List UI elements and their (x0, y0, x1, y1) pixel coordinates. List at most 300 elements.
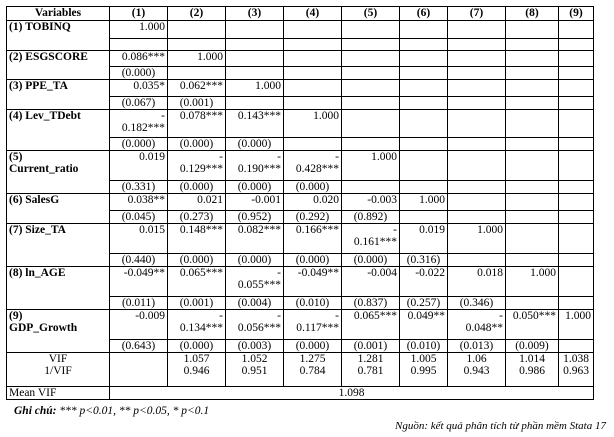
coef-cell (342, 224, 400, 254)
coef-value: - 0.161*** (353, 224, 397, 248)
coef-value: 0.035* (133, 80, 165, 92)
coef-cell (284, 151, 342, 181)
coef-value: 0.020 (313, 194, 339, 206)
pvalue-cell (226, 138, 284, 151)
coef-cell (448, 267, 506, 297)
coef-cell (226, 51, 284, 67)
pvalue-value: (0.643) (121, 340, 156, 352)
pvalue-value: (0.003) (237, 340, 272, 352)
pvalue-cell (400, 97, 448, 110)
coef-cell (226, 110, 284, 138)
vif-cell (342, 353, 400, 387)
pvalue-value: (0.009) (515, 340, 549, 352)
coef-cell (559, 51, 594, 67)
coef-cell (506, 21, 559, 39)
coef-cell (168, 194, 226, 211)
header-col: (4) (284, 7, 342, 21)
vif-value: 1.275 0.784 (299, 353, 326, 377)
vif-value: 1.281 0.781 (357, 353, 384, 377)
pvalue-cell (559, 297, 594, 310)
coef-cell (110, 310, 168, 340)
coef-row (7, 224, 594, 254)
row-label-text: (8) ln_AGE (9, 267, 66, 279)
row-label (7, 80, 110, 110)
coef-cell (110, 80, 168, 97)
coef-value: -0.001 (251, 194, 281, 206)
pvalue-cell (226, 211, 284, 224)
coef-cell (559, 267, 594, 297)
coef-value: 0.086*** (121, 51, 165, 63)
pvalue-value: (0.000) (295, 254, 330, 266)
pvalue-cell (168, 211, 226, 224)
note-prefix: Ghi chú: (14, 405, 57, 417)
pvalue-cell (400, 39, 448, 51)
pvalue-cell (110, 181, 168, 194)
pvalue-value: (0.257) (406, 297, 441, 309)
coef-cell (168, 51, 226, 67)
coef-cell (284, 110, 342, 138)
coef-cell (342, 21, 400, 39)
pvalue-cell (110, 138, 168, 151)
pvalue-cell (342, 97, 400, 110)
coef-cell (559, 80, 594, 97)
coef-row (7, 194, 594, 211)
pvalue-cell (559, 340, 594, 353)
coef-cell (342, 267, 400, 297)
row-label-text: (7) Size_TA (9, 224, 66, 236)
coef-value: 1.000 (313, 110, 339, 122)
header-col: (9) (559, 7, 594, 21)
coef-cell (226, 80, 284, 97)
coef-cell (284, 310, 342, 340)
coef-value: 0.015 (139, 224, 165, 236)
pvalue-value: (0.001) (179, 97, 214, 109)
pvalue-cell (448, 254, 506, 267)
pvalue-value: (0.000) (121, 138, 156, 150)
pvalue-cell (226, 254, 284, 267)
pvalue-value: (0.001) (353, 340, 388, 352)
coef-cell (400, 224, 448, 254)
coef-value: 0.082*** (237, 224, 281, 236)
pvalue-value: (0.000) (237, 138, 272, 150)
pvalue-cell (506, 97, 559, 110)
coef-value: 1.000 (477, 224, 503, 236)
coef-cell (506, 110, 559, 138)
pvalue-cell (226, 97, 284, 110)
pvalue-cell (342, 297, 400, 310)
coef-cell (284, 80, 342, 97)
pvalue-cell (448, 340, 506, 353)
vif-cell (110, 353, 168, 387)
coef-cell (110, 21, 168, 39)
significance-note (14, 405, 209, 417)
coef-value: -0.003 (367, 194, 397, 206)
pvalue-cell (226, 297, 284, 310)
pvalue-cell (110, 297, 168, 310)
coef-cell (110, 224, 168, 254)
pvalue-value: (0.331) (121, 181, 156, 193)
pvalue-cell (226, 39, 284, 51)
pvalue-value: (0.316) (406, 254, 441, 266)
pvalue-cell (168, 181, 226, 194)
header-col: (1) (110, 7, 168, 21)
row-label-text: (1) TOBINQ (9, 21, 71, 33)
pvalue-cell (400, 297, 448, 310)
pvalue-value: (0.837) (353, 297, 388, 309)
pvalue-value: (0.000) (179, 138, 214, 150)
coef-cell (110, 110, 168, 138)
coef-value: 0.019 (139, 151, 165, 163)
pvalue-value: (0.346) (459, 297, 494, 309)
coef-cell (284, 21, 342, 39)
header-col: (5) (342, 7, 400, 21)
pvalue-cell (168, 297, 226, 310)
vif-cell (400, 353, 448, 387)
coef-cell (506, 194, 559, 211)
pvalue-cell (226, 181, 284, 194)
coef-cell (400, 110, 448, 138)
coef-cell (226, 151, 284, 181)
coef-cell (168, 110, 226, 138)
coef-value: - 0.056*** (237, 310, 281, 334)
coef-cell (448, 310, 506, 340)
pvalue-cell (168, 138, 226, 151)
header-col: (6) (400, 7, 448, 21)
row-label (7, 110, 110, 151)
pvalue-value: (0.000) (295, 340, 330, 352)
pvalue-cell (400, 254, 448, 267)
coef-value: 0.166*** (295, 224, 339, 236)
note-text: *** p<0.01, ** p<0.05, * p<0.1 (56, 405, 210, 417)
pvalue-cell (284, 39, 342, 51)
pvalue-cell (559, 138, 594, 151)
coef-value: 0.038** (127, 194, 165, 206)
pvalue-cell (506, 254, 559, 267)
coef-value: 0.078*** (179, 110, 223, 122)
pvalue-cell (284, 297, 342, 310)
pvalue-cell (400, 340, 448, 353)
coef-row (7, 51, 594, 67)
coef-cell (110, 194, 168, 211)
coef-cell (168, 21, 226, 39)
correlation-table (6, 6, 594, 400)
coef-value: -0.049** (123, 267, 165, 279)
coef-cell (284, 51, 342, 67)
pvalue-cell (168, 39, 226, 51)
pvalue-value: (0.292) (295, 211, 330, 223)
coef-cell (226, 194, 284, 211)
pvalue-value: (0.000) (179, 181, 214, 193)
coef-value: 0.018 (477, 267, 503, 279)
coef-value: - 0.182*** (121, 110, 165, 134)
row-label-text: (3) PPE_TA (9, 80, 68, 92)
pvalue-cell (226, 67, 284, 80)
pvalue-value: (0.273) (179, 211, 214, 223)
row-label (7, 267, 110, 310)
coef-cell (168, 80, 226, 97)
pvalue-cell (559, 67, 594, 80)
pvalue-value: (0.004) (237, 297, 272, 309)
pvalue-cell (448, 297, 506, 310)
pvalue-cell (110, 254, 168, 267)
coef-cell (448, 224, 506, 254)
coef-cell (506, 51, 559, 67)
vif-cell (448, 353, 506, 387)
coef-cell (448, 21, 506, 39)
pvalue-value: (0.000) (237, 254, 272, 266)
pvalue-value: (0.000) (121, 67, 156, 79)
vif-value: 1.06 0.943 (463, 353, 490, 377)
row-label-text: (9) GDP_Growth (9, 310, 78, 334)
vif-value: 1.014 0.986 (519, 353, 545, 377)
coef-row (7, 80, 594, 97)
pvalue-value: (0.001) (179, 297, 214, 309)
coef-value: - 0.117*** (296, 310, 339, 334)
coef-value: 1.000 (530, 267, 556, 279)
pvalue-cell (110, 340, 168, 353)
pvalue-cell (448, 181, 506, 194)
pvalue-cell (506, 67, 559, 80)
pvalue-cell (342, 254, 400, 267)
pvalue-cell (342, 181, 400, 194)
vif-cell (506, 353, 559, 387)
coef-cell (448, 110, 506, 138)
pvalue-cell (342, 67, 400, 80)
pvalue-value: (0.952) (237, 211, 272, 223)
coef-value: - 0.055*** (237, 267, 281, 291)
coef-cell (168, 267, 226, 297)
coef-cell (110, 151, 168, 181)
vif-label-text: VIF 1/VIF (44, 353, 72, 377)
coef-cell (559, 21, 594, 39)
coef-cell (448, 51, 506, 67)
coef-value: 1.000 (565, 310, 591, 322)
pvalue-value: (0.010) (295, 297, 330, 309)
pvalue-value: (0.045) (121, 211, 156, 223)
coef-value: - 0.190*** (237, 151, 281, 175)
coef-value: 0.019 (419, 224, 445, 236)
source-note: Nguồn: kết quả phân tích từ phần mềm Stata 17 (394, 420, 606, 432)
vif-cell (559, 353, 594, 387)
vif-value: 1.052 0.951 (241, 353, 268, 377)
coef-cell (400, 80, 448, 97)
row-label (7, 51, 110, 80)
coef-cell (400, 51, 448, 67)
coef-value: -0.049** (297, 267, 339, 279)
coef-value: 1.000 (419, 194, 445, 206)
pvalue-cell (448, 211, 506, 224)
coef-value: 1.000 (371, 151, 397, 163)
mean-vif-label: Mean VIF (7, 387, 110, 400)
coef-value: 0.143*** (237, 110, 281, 122)
pvalue-cell (559, 254, 594, 267)
coef-cell (448, 151, 506, 181)
row-label (7, 194, 110, 224)
pvalue-cell (226, 340, 284, 353)
coef-cell (400, 21, 448, 39)
pvalue-value: (0.892) (353, 211, 388, 223)
coef-cell (559, 194, 594, 211)
pvalue-cell (506, 39, 559, 51)
coef-cell (342, 110, 400, 138)
header-col: (3) (226, 7, 284, 21)
coef-cell (168, 310, 226, 340)
coef-value: 0.148*** (179, 224, 223, 236)
coef-value: - 0.134*** (179, 310, 223, 334)
header-row (7, 7, 594, 21)
coef-cell (168, 151, 226, 181)
pvalue-cell (110, 39, 168, 51)
pvalue-value: (0.010) (406, 340, 441, 352)
row-label (7, 310, 110, 353)
pvalue-cell (506, 138, 559, 151)
vif-cell (168, 353, 226, 387)
row-label-text: (2) ESGSCORE (9, 51, 88, 63)
coef-value: 1.000 (139, 21, 165, 33)
pvalue-value: (0.011) (121, 297, 156, 309)
pvalue-value: (0.067) (121, 97, 156, 109)
pvalue-cell (400, 138, 448, 151)
coef-cell (559, 110, 594, 138)
coef-cell (226, 310, 284, 340)
pvalue-cell (342, 39, 400, 51)
pvalue-value: (0.013) (459, 340, 494, 352)
coef-cell (342, 310, 400, 340)
pvalue-cell (559, 181, 594, 194)
row-label-text: (6) SalesG (9, 194, 60, 206)
coef-value: -0.004 (367, 267, 397, 279)
coef-cell (400, 267, 448, 297)
coef-cell (559, 151, 594, 181)
pvalue-cell (110, 211, 168, 224)
coef-cell (506, 80, 559, 97)
pvalue-cell (168, 340, 226, 353)
vif-cell (284, 353, 342, 387)
coef-cell (284, 194, 342, 211)
pvalue-cell (400, 67, 448, 80)
pvalue-cell (284, 97, 342, 110)
coef-cell (400, 151, 448, 181)
pvalue-cell (168, 254, 226, 267)
coef-value: 0.062*** (179, 80, 223, 92)
coef-value: 0.049** (407, 310, 445, 322)
header-col: (2) (168, 7, 226, 21)
coef-row (7, 267, 594, 297)
pvalue-cell (559, 39, 594, 51)
coef-row (7, 21, 594, 39)
pvalue-cell (400, 211, 448, 224)
coef-cell (110, 267, 168, 297)
mean-vif-value: 1.098 (110, 387, 594, 400)
coef-cell (168, 224, 226, 254)
coef-cell (400, 194, 448, 211)
coef-cell (559, 310, 594, 340)
coef-value: - 0.428*** (295, 151, 339, 175)
pvalue-value: (0.000) (179, 340, 214, 352)
pvalue-cell (284, 67, 342, 80)
vif-value: 1.005 0.995 (410, 353, 437, 377)
row-label (7, 151, 110, 194)
coef-row (7, 310, 594, 340)
coef-cell (506, 224, 559, 254)
mean-vif-row (7, 387, 594, 400)
row-label (7, 224, 110, 267)
pvalue-cell (110, 67, 168, 80)
vif-value: 1.057 0.946 (183, 353, 210, 377)
vif-row (7, 353, 594, 387)
coef-cell (448, 80, 506, 97)
coef-cell (342, 80, 400, 97)
pvalue-cell (284, 138, 342, 151)
pvalue-cell (400, 181, 448, 194)
coef-cell (226, 267, 284, 297)
pvalue-cell (506, 340, 559, 353)
pvalue-value: (0.000) (353, 254, 388, 266)
coef-cell (448, 194, 506, 211)
pvalue-value: (0.000) (295, 181, 330, 193)
header-variables: Variables (7, 7, 110, 21)
coef-cell (342, 151, 400, 181)
pvalue-cell (448, 97, 506, 110)
pvalue-cell (506, 181, 559, 194)
coef-value: - 0.048** (465, 310, 503, 334)
pvalue-cell (559, 97, 594, 110)
coef-cell (506, 151, 559, 181)
pvalue-cell (284, 211, 342, 224)
pvalue-cell (559, 211, 594, 224)
header-col: (8) (506, 7, 559, 21)
coef-cell (284, 267, 342, 297)
row-label (7, 21, 110, 51)
coef-value: 1.000 (255, 80, 281, 92)
coef-row (7, 110, 594, 138)
coef-cell (342, 194, 400, 211)
header-col: (7) (448, 7, 506, 21)
coef-value: 0.050*** (512, 310, 556, 322)
pvalue-cell (448, 138, 506, 151)
pvalue-cell (342, 340, 400, 353)
pvalue-cell (284, 254, 342, 267)
coef-cell (226, 224, 284, 254)
coef-value: 0.065*** (353, 310, 397, 322)
row-label-text: (5) Current_ratio (9, 151, 79, 175)
coef-value: 0.021 (197, 194, 223, 206)
pvalue-cell (506, 297, 559, 310)
coef-cell (342, 51, 400, 67)
vif-cell (226, 353, 284, 387)
vif-label (7, 353, 110, 387)
coef-value: - 0.129*** (179, 151, 223, 175)
coef-cell (559, 224, 594, 254)
pvalue-value: (0.440) (121, 254, 156, 266)
pvalue-cell (168, 67, 226, 80)
row-label-text: (4) Lev_TDebt (9, 110, 81, 122)
pvalue-cell (342, 138, 400, 151)
pvalue-cell (168, 97, 226, 110)
coef-cell (400, 310, 448, 340)
pvalue-cell (448, 67, 506, 80)
coef-cell (506, 267, 559, 297)
pvalue-cell (342, 211, 400, 224)
coef-cell (226, 21, 284, 39)
coef-value: 0.065*** (179, 267, 223, 279)
coef-cell (506, 310, 559, 340)
pvalue-cell (448, 39, 506, 51)
pvalue-cell (284, 340, 342, 353)
pvalue-value: (0.000) (179, 254, 214, 266)
coef-value: 1.000 (197, 51, 223, 63)
coef-cell (284, 224, 342, 254)
